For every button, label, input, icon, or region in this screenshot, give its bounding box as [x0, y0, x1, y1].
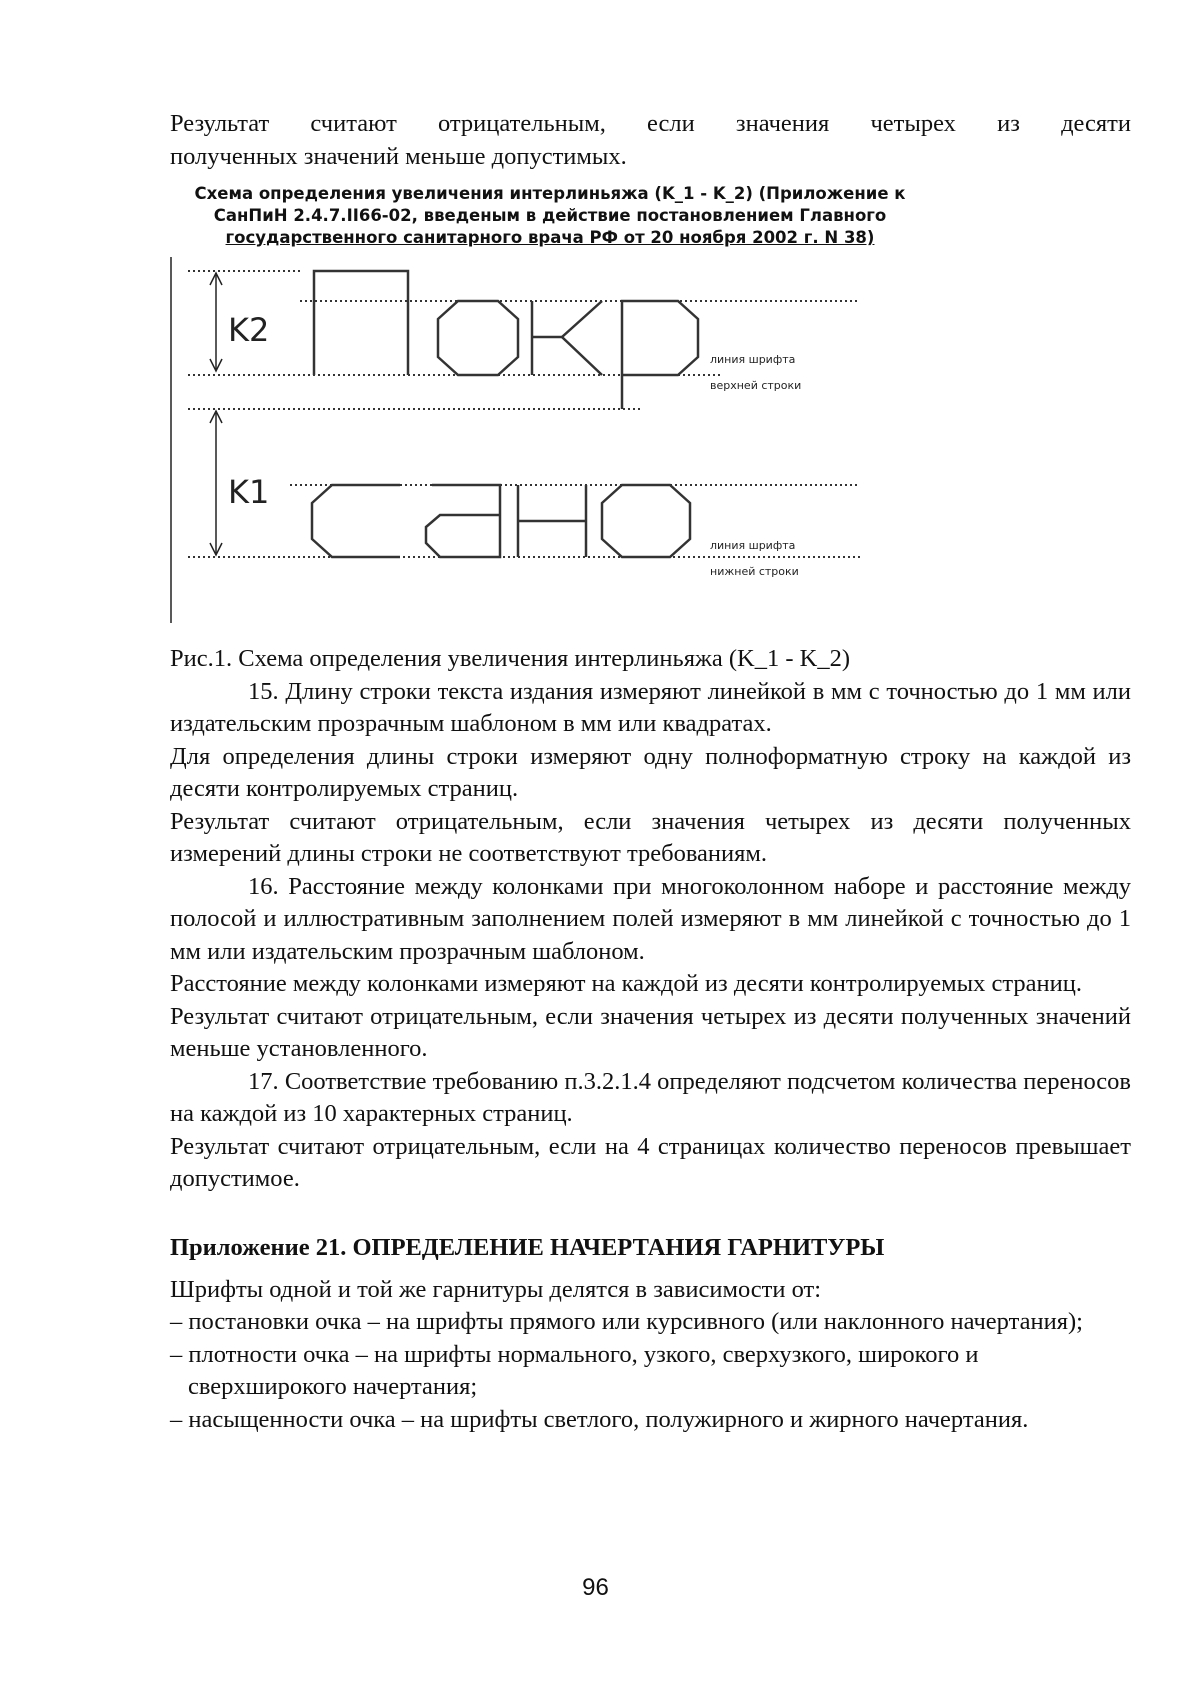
paragraph-result-line1: Результат считают отрицательным, если значения четырех из десяти — [170, 110, 1131, 137]
paragraph-result-line2: полученных значений меньше допустимых. — [170, 142, 627, 170]
paragraph-16-3: Результат считают отрицательным, если значения четырех из десяти полученных значений меньше установленного. — [170, 1002, 1131, 1062]
paragraph-15-2: Для определения длины строки измеряют одну полноформатную строку на каждой из десяти контролируемых страниц. — [170, 742, 1131, 802]
paragraph-15-1: 15. Длину строки текста издания измеряют линейкой в мм с точностью до 1 мм или издательским прозрачным шаблоном в мм или квадратах. — [170, 677, 1131, 737]
word-bottom-outline — [312, 485, 690, 557]
figure-caption: Рис.1. Схема определения увеличения интерлиньяжа (K_1 - K_2) — [170, 645, 851, 672]
paragraph-17-2: Результат считают отрицательным, если на 4 страницах количество переносов превышает допустимое. — [170, 1132, 1131, 1192]
note-bottom-line2: нижней строки — [710, 565, 799, 578]
page-number: 96 — [582, 1574, 609, 1601]
list-item: – постановки очка – на шрифты прямого или курсивного (или наклонного начертания); — [170, 1308, 1083, 1335]
figure-interline-scheme — [170, 183, 1131, 633]
figure-header-line: Схема определения увеличения интерлиньяжа (K_1 - K_2) (Приложение к — [194, 184, 906, 203]
note-bottom-line1: линия шрифта — [710, 539, 796, 552]
paragraph-16-2: Расстояние между колонками измеряют на каждой из десяти контролируемых страниц. — [170, 970, 1082, 997]
figure-header — [170, 183, 930, 249]
paragraph-16-1: 16. Расстояние между колонками при многоколонном наборе и расстояние между полосой и иллюстративным заполнением полей измеряют в мм линейкой с точностью до 1 мм или издательским прозрачным шаблоном. — [170, 872, 1131, 965]
document-page — [170, 108, 1131, 1436]
list-item: – плотности очка – на шрифты нормального, узкого, сверхузкого, широкого и сверхширокого начертания; — [170, 1340, 979, 1400]
figure-header-line: СанПиН 2.4.7.II66-02, введеным в действие постановлением Главного — [213, 206, 887, 225]
label-k2: K2 — [228, 311, 270, 349]
appendix-intro: Шрифты одной и той же гарнитуры делятся в зависимости от: — [170, 1275, 822, 1303]
figure-header-line: государственного санитарного врача РФ от 20 ноября 2002 г. N 38) — [225, 228, 875, 247]
note-top-line2: верхней строки — [710, 379, 802, 392]
label-k1: K1 — [228, 473, 270, 511]
note-top-line1: линия шрифта — [710, 353, 796, 366]
interline-diagram — [170, 257, 870, 623]
paragraph-15-3: Результат считают отрицательным, если значения четырех из десяти полученных измерений длины строки не соответствуют требованиям. — [170, 807, 1131, 867]
appendix-heading: Приложение 21. ОПРЕДЕЛЕНИЕ НАЧЕРТАНИЯ ГАРНИТУРЫ — [170, 1233, 885, 1261]
list-item: – насыщенности очка – на шрифты светлого, полужирного и жирного начертания. — [170, 1405, 1029, 1433]
word-top-outline — [314, 271, 698, 409]
paragraph-17-1: 17. Соответствие требованию п.3.2.1.4 определяют подсчетом количества переносов на каждой из 10 характерных страниц. — [170, 1067, 1131, 1127]
